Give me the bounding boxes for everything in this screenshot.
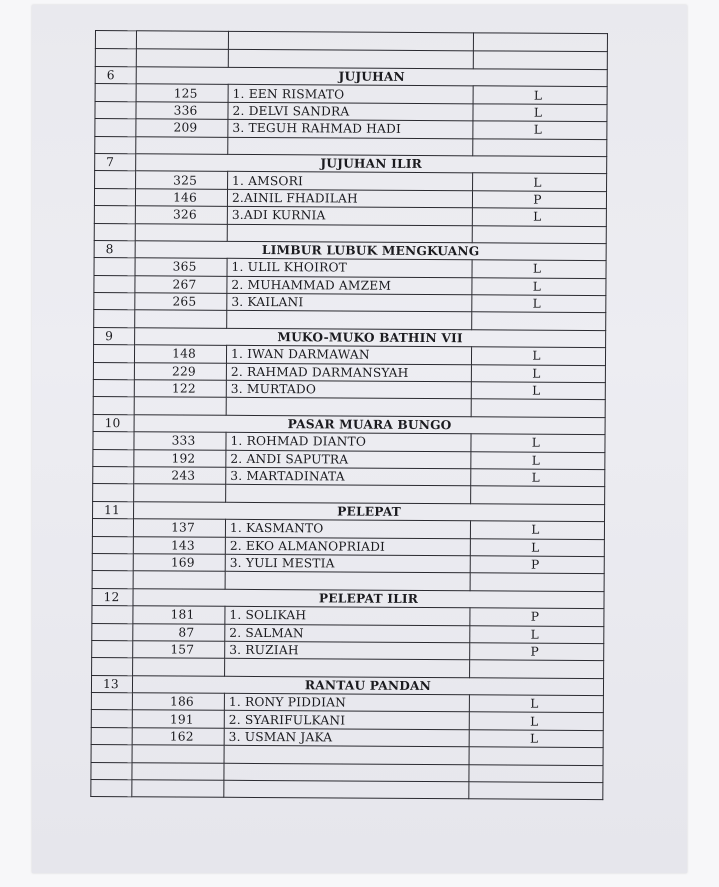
group-number: 8	[94, 240, 135, 258]
member-gender: L	[470, 625, 604, 643]
member-name: 2. MUHAMMAD AMZEM	[227, 276, 472, 295]
member-name: 3. USMAN JAKA	[224, 728, 469, 747]
blank-cell	[93, 380, 134, 398]
member-gender: L	[471, 382, 605, 400]
member-name: 1. SOLIKAH	[225, 606, 470, 625]
blank-cell	[93, 432, 134, 450]
member-number: 365	[135, 258, 227, 276]
member-gender: L	[470, 538, 604, 556]
member-name: 2. SALMAN	[225, 624, 470, 643]
member-name: 2. SYARIFULKANI	[224, 711, 469, 730]
blank-cell	[94, 206, 135, 224]
member-gender: P	[470, 556, 604, 574]
member-number: 333	[134, 432, 226, 450]
blank-cell	[94, 188, 135, 206]
member-number: 146	[135, 188, 227, 206]
blank-cell	[91, 710, 132, 728]
village-name: JUJUHAN ILIR	[136, 154, 607, 174]
blank-cell	[93, 449, 134, 467]
member-number: 191	[132, 710, 224, 728]
member-name: 3. MARTADINATA	[226, 467, 471, 486]
member-name: 3. KAILANI	[227, 293, 472, 312]
village-name: PELEPAT	[134, 502, 605, 522]
blank-cell	[93, 362, 134, 380]
village-name: RANTAU PANDAN	[132, 675, 603, 695]
village-name: JUJUHAN	[136, 67, 607, 87]
member-number: 125	[136, 84, 228, 102]
member-name: 3. YULI MESTIA	[225, 554, 470, 573]
member-number: 243	[134, 467, 226, 485]
member-name: 3. TEGUH RAHMAD HADI	[228, 119, 473, 138]
member-gender: P	[470, 608, 604, 626]
member-name: 2. DELVI SANDRA	[228, 102, 473, 121]
blank-cell	[94, 258, 135, 276]
member-number: 209	[136, 119, 228, 137]
blank-cell	[92, 623, 133, 641]
member-gender: L	[471, 347, 605, 365]
member-number: 169	[133, 554, 225, 572]
group-number: 9	[94, 327, 135, 345]
member-gender: P	[470, 643, 604, 661]
member-gender: L	[469, 712, 603, 730]
member-gender: L	[470, 521, 604, 539]
member-number: 162	[132, 728, 224, 746]
blank-cell	[92, 536, 133, 554]
member-number: 336	[136, 102, 228, 120]
member-gender: L	[471, 434, 605, 452]
member-gender: P	[472, 191, 606, 209]
member-name: 2. EKO ALMANOPRIADI	[225, 537, 470, 556]
member-number: 122	[134, 380, 226, 398]
member-number: 148	[134, 345, 226, 363]
blank-cell	[91, 727, 132, 745]
village-name: LIMBUR LUBUK MENGKUANG	[135, 241, 606, 261]
blank-cell	[95, 101, 136, 119]
group-number: 10	[93, 414, 134, 432]
blank-cell	[91, 693, 132, 711]
member-name: 1. AMSORI	[228, 172, 473, 191]
blank-cell	[92, 606, 133, 624]
village-name: PASAR MUARA BUNGO	[134, 415, 605, 435]
group-number: 12	[92, 588, 133, 606]
member-name: 1. KASMANTO	[225, 519, 470, 538]
member-number: 325	[136, 171, 228, 189]
member-gender: L	[469, 695, 603, 713]
group-number: 11	[93, 501, 134, 519]
group-number: 7	[95, 153, 136, 171]
blank-cell	[92, 519, 133, 537]
member-number: 143	[133, 536, 225, 554]
blank-cell	[93, 466, 134, 484]
member-number: 267	[135, 275, 227, 293]
member-name: 3. RUZIAH	[225, 641, 470, 660]
member-number: 137	[133, 519, 225, 537]
blank-cell	[95, 84, 136, 102]
member-name: 1. EEN RISMATO	[228, 85, 473, 104]
blank-cell	[94, 293, 135, 311]
blank-cell	[93, 345, 134, 363]
member-gender: L	[469, 730, 603, 748]
member-number: 326	[135, 206, 227, 224]
blank-cell	[95, 171, 136, 189]
member-gender: L	[471, 469, 605, 487]
blank-cell	[92, 553, 133, 571]
member-gender: L	[472, 277, 606, 295]
member-gender: L	[472, 295, 606, 313]
member-gender: L	[472, 208, 606, 226]
member-name: 2. ANDI SAPUTRA	[226, 450, 471, 469]
member-gender: L	[472, 260, 606, 278]
member-name: 2.AINIL FHADILAH	[227, 189, 472, 208]
member-name: 1. ULIL KHOIROT	[227, 259, 472, 278]
member-gender: L	[473, 104, 607, 122]
member-name: 1. IWAN DARMAWAN	[226, 346, 471, 365]
village-name: PELEPAT ILIR	[133, 588, 604, 608]
blank-cell	[92, 640, 133, 658]
member-name: 2. RAHMAD DARMANSYAH	[226, 363, 471, 382]
blank-cell	[94, 275, 135, 293]
member-gender: L	[473, 86, 607, 104]
member-gender: L	[473, 173, 607, 191]
member-gender: L	[471, 364, 605, 382]
member-number: 181	[133, 606, 225, 624]
member-number: 265	[135, 293, 227, 311]
blank-row	[91, 780, 603, 801]
member-gender: L	[473, 121, 607, 139]
member-number: 186	[132, 693, 224, 711]
member-number: 229	[134, 362, 226, 380]
village-name: MUKO-MUKO BATHIN VII	[135, 328, 606, 348]
participant-table	[90, 30, 608, 801]
participant-list-sheet	[90, 30, 607, 801]
member-number: 87	[133, 623, 225, 641]
group-number: 13	[91, 675, 132, 693]
member-name: 1. RONY PIDDIAN	[224, 693, 469, 712]
blank-cell	[95, 119, 136, 137]
group-number: 6	[95, 67, 136, 85]
member-name: 3.ADI KURNIA	[227, 206, 472, 225]
member-name: 1. ROHMAD DIANTO	[226, 433, 471, 452]
member-number: 192	[134, 449, 226, 467]
member-name: 3. MURTADO	[226, 380, 471, 399]
member-gender: L	[471, 451, 605, 469]
member-number: 157	[133, 641, 225, 659]
